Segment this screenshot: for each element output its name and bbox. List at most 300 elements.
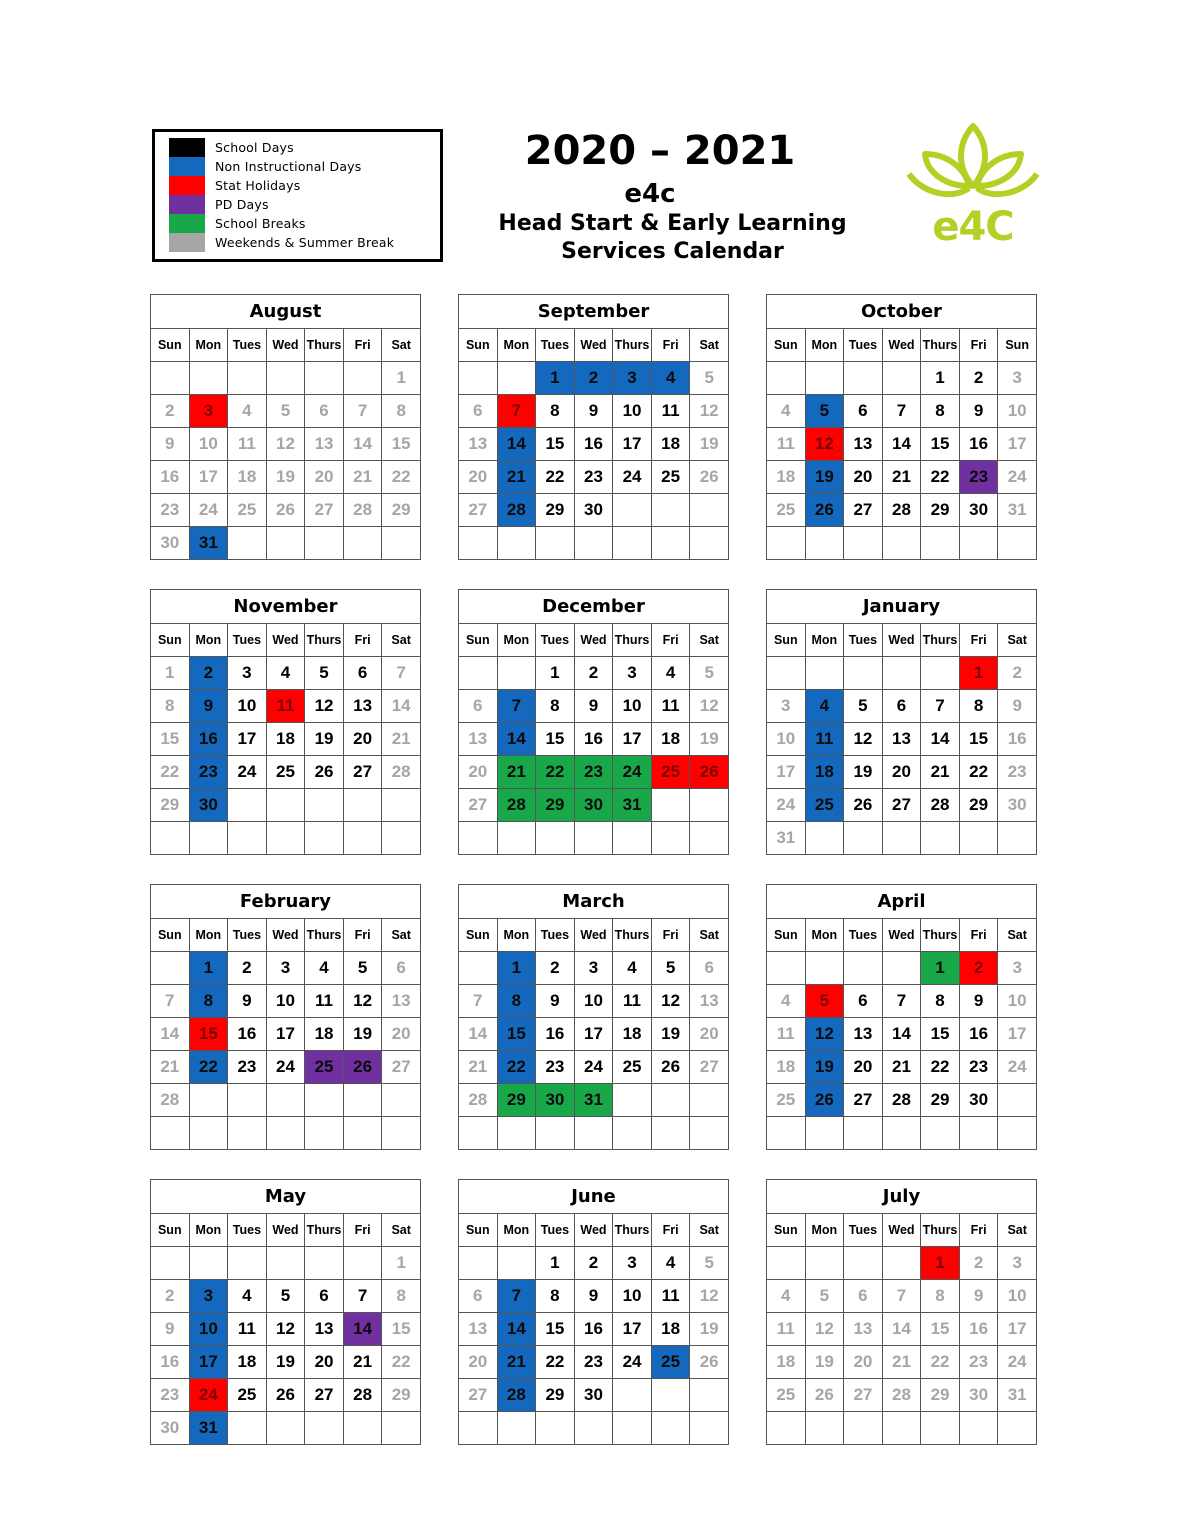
empty-day-cell (690, 822, 729, 855)
weekday-header: Sat (690, 919, 729, 952)
day-cell: 14 (151, 1018, 190, 1051)
day-cell: 24 (613, 1346, 652, 1379)
day-cell: 6 (459, 1280, 498, 1313)
day-cell: 25 (613, 1051, 652, 1084)
logo-text: e4C (932, 204, 1014, 250)
legend-label: Stat Holidays (215, 178, 301, 193)
day-cell: 1 (536, 1247, 575, 1280)
week-row (767, 1313, 1037, 1346)
day-cell: 21 (497, 461, 536, 494)
legend (152, 129, 443, 262)
day-cell: 2 (189, 657, 228, 690)
day-cell: 21 (497, 756, 536, 789)
day-cell: 4 (767, 395, 806, 428)
weekday-header: Wed (882, 329, 921, 362)
day-cell: 13 (459, 1313, 498, 1346)
month-october (766, 294, 1036, 560)
day-cell: 19 (266, 461, 305, 494)
day-cell: 10 (574, 985, 613, 1018)
empty-day-cell (844, 657, 883, 690)
day-cell: 2 (998, 657, 1037, 690)
day-cell: 4 (805, 690, 844, 723)
weekday-header: Tues (536, 919, 575, 952)
week-row (459, 723, 729, 756)
day-cell: 10 (767, 723, 806, 756)
empty-day-cell (844, 822, 883, 855)
day-cell: 6 (844, 1280, 883, 1313)
day-cell: 29 (921, 1084, 960, 1117)
empty-day-cell (844, 952, 883, 985)
weekday-header: Mon (497, 329, 536, 362)
day-cell: 1 (151, 657, 190, 690)
day-cell: 24 (998, 461, 1037, 494)
day-cell: 11 (613, 985, 652, 1018)
day-cell: 7 (497, 395, 536, 428)
day-cell: 16 (189, 723, 228, 756)
day-cell: 10 (613, 690, 652, 723)
day-cell: 23 (189, 756, 228, 789)
week-row (459, 461, 729, 494)
day-cell: 3 (613, 1247, 652, 1280)
weekday-header: Sat (690, 1214, 729, 1247)
day-cell: 14 (921, 723, 960, 756)
empty-day-cell (767, 362, 806, 395)
weekday-header: Sun (998, 329, 1037, 362)
day-cell: 27 (459, 789, 498, 822)
month-title: July (767, 1180, 1037, 1214)
week-row (767, 952, 1037, 985)
empty-day-cell (921, 527, 960, 560)
empty-day-cell (189, 1247, 228, 1280)
day-cell: 1 (382, 1247, 421, 1280)
day-cell: 11 (651, 395, 690, 428)
day-cell: 19 (266, 1346, 305, 1379)
week-row (459, 1018, 729, 1051)
empty-day-cell (497, 362, 536, 395)
weekday-header: Mon (805, 624, 844, 657)
legend-label: School Breaks (215, 216, 306, 231)
weekday-header: Sat (382, 624, 421, 657)
empty-day-cell (805, 1117, 844, 1150)
month-table (458, 294, 729, 560)
day-cell: 10 (228, 690, 267, 723)
day-cell: 8 (497, 985, 536, 1018)
month-title: April (767, 885, 1037, 919)
day-cell: 8 (921, 985, 960, 1018)
week-row (767, 1412, 1037, 1445)
week-row (767, 1280, 1037, 1313)
day-cell: 26 (266, 494, 305, 527)
day-cell: 8 (536, 1280, 575, 1313)
weekday-header: Sun (459, 624, 498, 657)
day-cell: 25 (651, 756, 690, 789)
weekday-header: Mon (497, 919, 536, 952)
day-cell: 31 (189, 527, 228, 560)
day-cell: 4 (651, 362, 690, 395)
empty-day-cell (266, 789, 305, 822)
week-row (151, 1117, 421, 1150)
weekday-header: Tues (536, 1214, 575, 1247)
empty-day-cell (574, 527, 613, 560)
empty-day-cell (690, 1379, 729, 1412)
day-cell: 13 (844, 428, 883, 461)
day-cell: 18 (767, 461, 806, 494)
empty-day-cell (998, 1412, 1037, 1445)
day-cell: 3 (613, 362, 652, 395)
week-row (767, 1051, 1037, 1084)
empty-day-cell (343, 1084, 382, 1117)
empty-day-cell (382, 1412, 421, 1445)
weekday-header: Fri (651, 1214, 690, 1247)
empty-day-cell (189, 822, 228, 855)
day-cell: 29 (921, 494, 960, 527)
legend-item (169, 195, 269, 214)
day-cell: 6 (690, 952, 729, 985)
day-cell: 23 (574, 756, 613, 789)
empty-day-cell (844, 1412, 883, 1445)
day-cell: 18 (767, 1346, 806, 1379)
week-row (767, 1018, 1037, 1051)
week-row (459, 1117, 729, 1150)
day-cell: 16 (151, 461, 190, 494)
empty-day-cell (305, 789, 344, 822)
day-cell: 13 (844, 1313, 883, 1346)
empty-day-cell (151, 362, 190, 395)
day-cell: 1 (189, 952, 228, 985)
day-cell: 23 (998, 756, 1037, 789)
empty-day-cell (189, 1117, 228, 1150)
day-cell: 25 (767, 494, 806, 527)
weekday-header: Tues (844, 1214, 883, 1247)
empty-day-cell (690, 1412, 729, 1445)
day-cell: 22 (921, 1051, 960, 1084)
day-cell: 27 (459, 1379, 498, 1412)
empty-day-cell (228, 822, 267, 855)
day-cell: 21 (497, 1346, 536, 1379)
day-cell: 31 (613, 789, 652, 822)
day-cell: 25 (767, 1379, 806, 1412)
day-cell: 15 (382, 1313, 421, 1346)
empty-day-cell (651, 1117, 690, 1150)
day-cell: 27 (459, 494, 498, 527)
day-cell: 28 (921, 789, 960, 822)
week-row (459, 395, 729, 428)
day-cell: 24 (189, 494, 228, 527)
week-row (767, 1117, 1037, 1150)
day-cell: 18 (805, 756, 844, 789)
day-cell: 1 (921, 362, 960, 395)
day-cell: 19 (651, 1018, 690, 1051)
calendar-title (460, 210, 885, 266)
week-row (767, 985, 1037, 1018)
week-row (151, 1018, 421, 1051)
day-cell: 6 (844, 395, 883, 428)
weekday-header: Sat (382, 329, 421, 362)
day-cell: 3 (574, 952, 613, 985)
day-cell: 9 (151, 428, 190, 461)
day-cell: 4 (651, 657, 690, 690)
day-cell: 8 (382, 395, 421, 428)
day-cell: 8 (382, 1280, 421, 1313)
day-cell: 6 (459, 395, 498, 428)
day-cell: 26 (266, 1379, 305, 1412)
empty-day-cell (998, 822, 1037, 855)
empty-day-cell (305, 1247, 344, 1280)
weekday-header: Sat (690, 329, 729, 362)
weekday-header: Wed (882, 624, 921, 657)
year-title: 2020 – 2021 (524, 128, 796, 174)
day-cell: 10 (998, 1280, 1037, 1313)
day-cell: 17 (574, 1018, 613, 1051)
empty-day-cell (266, 1412, 305, 1445)
empty-day-cell (844, 1117, 883, 1150)
day-cell: 16 (574, 428, 613, 461)
empty-day-cell (305, 1412, 344, 1445)
day-cell: 17 (228, 723, 267, 756)
empty-day-cell (266, 1117, 305, 1150)
day-cell: 11 (266, 690, 305, 723)
month-february (150, 884, 420, 1150)
month-title: October (767, 295, 1037, 329)
day-cell: 22 (921, 461, 960, 494)
day-cell: 20 (459, 756, 498, 789)
weekday-header: Fri (343, 1214, 382, 1247)
weekday-header: Mon (189, 624, 228, 657)
day-cell: 20 (844, 461, 883, 494)
day-cell: 29 (536, 494, 575, 527)
day-cell: 27 (844, 1379, 883, 1412)
month-table (150, 589, 421, 855)
weekday-header: Tues (844, 624, 883, 657)
day-cell: 30 (959, 1379, 998, 1412)
empty-day-cell (690, 527, 729, 560)
day-cell: 4 (305, 952, 344, 985)
empty-day-cell (497, 527, 536, 560)
empty-day-cell (459, 527, 498, 560)
legend-label: Non Instructional Days (215, 159, 362, 174)
day-cell: 10 (998, 985, 1037, 1018)
weekday-header: Mon (189, 919, 228, 952)
empty-day-cell (651, 1412, 690, 1445)
day-cell: 9 (574, 690, 613, 723)
empty-day-cell (497, 657, 536, 690)
weekday-header: Sun (459, 329, 498, 362)
week-row (767, 1247, 1037, 1280)
weekday-header: Thurs (921, 329, 960, 362)
day-cell: 21 (343, 461, 382, 494)
day-cell: 2 (151, 1280, 190, 1313)
day-cell: 10 (189, 1313, 228, 1346)
month-june (458, 1179, 728, 1445)
empty-day-cell (151, 1247, 190, 1280)
day-cell: 21 (382, 723, 421, 756)
day-cell: 3 (998, 1247, 1037, 1280)
day-cell: 1 (497, 952, 536, 985)
weekday-header: Tues (536, 329, 575, 362)
weekday-header: Fri (651, 329, 690, 362)
day-cell: 8 (536, 690, 575, 723)
weekday-header: Mon (497, 1214, 536, 1247)
day-cell: 27 (343, 756, 382, 789)
day-cell: 17 (767, 756, 806, 789)
empty-day-cell (228, 362, 267, 395)
month-may (150, 1179, 420, 1445)
empty-day-cell (536, 527, 575, 560)
day-cell: 22 (959, 756, 998, 789)
day-cell: 12 (805, 1018, 844, 1051)
weekday-header: Tues (228, 329, 267, 362)
day-cell: 19 (305, 723, 344, 756)
weekday-header: Sat (690, 624, 729, 657)
day-cell: 20 (305, 1346, 344, 1379)
empty-day-cell (921, 657, 960, 690)
day-cell: 31 (998, 494, 1037, 527)
day-cell: 1 (536, 657, 575, 690)
month-table (766, 294, 1037, 560)
empty-day-cell (228, 1247, 267, 1280)
day-cell: 8 (536, 395, 575, 428)
day-cell: 11 (767, 428, 806, 461)
day-cell: 15 (959, 723, 998, 756)
day-cell: 24 (228, 756, 267, 789)
weekday-header: Wed (266, 1214, 305, 1247)
week-row (767, 822, 1037, 855)
day-cell: 26 (651, 1051, 690, 1084)
day-cell: 25 (266, 756, 305, 789)
empty-day-cell (844, 362, 883, 395)
day-cell: 14 (497, 428, 536, 461)
day-cell: 5 (343, 952, 382, 985)
day-cell: 1 (536, 362, 575, 395)
week-row (767, 756, 1037, 789)
day-cell: 15 (382, 428, 421, 461)
day-cell: 9 (536, 985, 575, 1018)
day-cell: 15 (536, 723, 575, 756)
empty-day-cell (882, 362, 921, 395)
week-row (767, 723, 1037, 756)
empty-day-cell (343, 527, 382, 560)
day-cell: 17 (189, 1346, 228, 1379)
day-cell: 20 (844, 1346, 883, 1379)
month-april (766, 884, 1036, 1150)
week-row (151, 1313, 421, 1346)
weekday-header: Sat (382, 1214, 421, 1247)
week-row (459, 822, 729, 855)
day-cell: 13 (882, 723, 921, 756)
day-cell: 1 (959, 657, 998, 690)
empty-day-cell (228, 1412, 267, 1445)
empty-day-cell (228, 1084, 267, 1117)
empty-day-cell (228, 1117, 267, 1150)
day-cell: 23 (151, 1379, 190, 1412)
day-cell: 12 (805, 1313, 844, 1346)
week-row (151, 1280, 421, 1313)
day-cell: 24 (998, 1051, 1037, 1084)
day-cell: 12 (305, 690, 344, 723)
day-cell: 20 (459, 461, 498, 494)
day-cell: 11 (767, 1018, 806, 1051)
empty-day-cell (690, 1084, 729, 1117)
day-cell: 23 (959, 461, 998, 494)
day-cell: 20 (844, 1051, 883, 1084)
day-cell: 19 (690, 1313, 729, 1346)
day-cell: 30 (574, 789, 613, 822)
day-cell: 25 (651, 1346, 690, 1379)
day-cell: 4 (266, 657, 305, 690)
weekday-header: Thurs (305, 919, 344, 952)
day-cell: 15 (536, 1313, 575, 1346)
legend-label: School Days (215, 140, 294, 155)
day-cell: 30 (959, 494, 998, 527)
day-cell: 10 (266, 985, 305, 1018)
empty-day-cell (382, 527, 421, 560)
empty-day-cell (844, 1247, 883, 1280)
day-cell: 5 (690, 657, 729, 690)
weekday-header: Fri (651, 919, 690, 952)
day-cell: 11 (228, 428, 267, 461)
day-cell: 17 (998, 428, 1037, 461)
week-row (459, 1313, 729, 1346)
week-row (459, 428, 729, 461)
day-cell: 29 (382, 1379, 421, 1412)
day-cell: 12 (690, 395, 729, 428)
day-cell: 25 (805, 789, 844, 822)
day-cell: 5 (651, 952, 690, 985)
weekday-header: Tues (228, 919, 267, 952)
day-cell: 14 (459, 1018, 498, 1051)
weekday-header: Wed (882, 1214, 921, 1247)
empty-day-cell (382, 822, 421, 855)
month-table (458, 884, 729, 1150)
day-cell: 20 (882, 756, 921, 789)
empty-day-cell (305, 527, 344, 560)
week-row (151, 723, 421, 756)
empty-day-cell (651, 527, 690, 560)
day-cell: 12 (805, 428, 844, 461)
empty-day-cell (767, 527, 806, 560)
day-cell: 17 (998, 1018, 1037, 1051)
empty-day-cell (343, 1247, 382, 1280)
week-row (459, 690, 729, 723)
week-row (767, 362, 1037, 395)
empty-day-cell (805, 822, 844, 855)
day-cell: 6 (844, 985, 883, 1018)
day-cell: 23 (151, 494, 190, 527)
weekday-header: Sun (151, 624, 190, 657)
day-cell: 11 (651, 1280, 690, 1313)
day-cell: 23 (228, 1051, 267, 1084)
day-cell: 22 (536, 1346, 575, 1379)
day-cell: 24 (266, 1051, 305, 1084)
month-table (766, 1179, 1037, 1445)
day-cell: 22 (382, 461, 421, 494)
weekday-header: Mon (189, 1214, 228, 1247)
day-cell: 14 (343, 428, 382, 461)
day-cell: 26 (690, 461, 729, 494)
day-cell: 9 (574, 1280, 613, 1313)
day-cell: 12 (651, 985, 690, 1018)
legend-item (169, 233, 394, 252)
day-cell: 12 (266, 1313, 305, 1346)
empty-day-cell (613, 527, 652, 560)
day-cell: 13 (690, 985, 729, 1018)
day-cell: 31 (189, 1412, 228, 1445)
empty-day-cell (343, 822, 382, 855)
day-cell: 9 (228, 985, 267, 1018)
weekday-header: Thurs (613, 919, 652, 952)
weekday-header: Sun (767, 624, 806, 657)
day-cell: 22 (921, 1346, 960, 1379)
